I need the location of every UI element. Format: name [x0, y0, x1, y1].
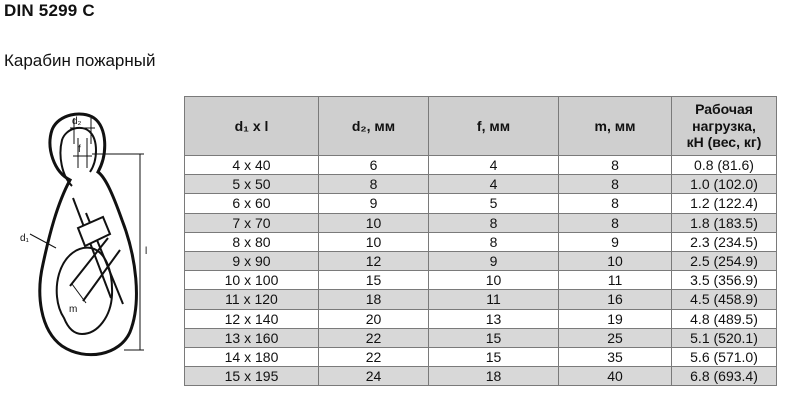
table-cell: 14 x 180 [185, 347, 319, 366]
header-d1-l: d₁ x l [185, 97, 319, 156]
header-f: f, мм [429, 97, 559, 156]
table-header-row [185, 97, 777, 156]
table-cell: 8 [429, 232, 559, 251]
table-row [185, 309, 777, 328]
table-cell: 8 [559, 213, 672, 232]
table-cell: 18 [429, 367, 559, 386]
table-cell: 24 [319, 367, 429, 386]
table-cell: 22 [319, 347, 429, 366]
carabiner-drawing [12, 110, 170, 366]
header-working-load-line-2: нагрузка, [692, 117, 756, 134]
document-title: DIN 5299 C [4, 1, 95, 20]
table-cell: 10 [319, 232, 429, 251]
table-cell: 18 [319, 290, 429, 309]
header-working-load-line-1: Рабочая [695, 100, 753, 117]
table-cell: 2.3 (234.5) [672, 232, 777, 251]
carabiner-outline [40, 114, 137, 355]
table-cell: 8 [559, 194, 672, 213]
document-subtitle: Карабин пожарный [4, 51, 156, 70]
table-row [185, 156, 777, 175]
header-m: m, мм [559, 97, 672, 156]
table-cell: 13 x 160 [185, 328, 319, 347]
table-cell: 22 [319, 328, 429, 347]
table-cell: 10 [429, 271, 559, 290]
table-cell: 6.8 (693.4) [672, 367, 777, 386]
table-cell: 0.8 (81.6) [672, 156, 777, 175]
table-row [185, 232, 777, 251]
table-cell: 9 [429, 251, 559, 270]
table-cell: 40 [559, 367, 672, 386]
table-cell: 5 x 50 [185, 175, 319, 194]
drawing-label-m: m [69, 304, 78, 315]
table-cell: 1.2 (122.4) [672, 194, 777, 213]
table-row [185, 251, 777, 270]
table-cell: 1.8 (183.5) [672, 213, 777, 232]
table-cell: 5.1 (520.1) [672, 328, 777, 347]
table-cell: 4.8 (489.5) [672, 309, 777, 328]
table-cell: 7 x 70 [185, 213, 319, 232]
header-d2: d₂, мм [319, 97, 429, 156]
table-cell: 11 [429, 290, 559, 309]
table-row [185, 367, 777, 386]
header-working-load-line-3: кН (вес, кг) [686, 134, 762, 151]
table-cell: 8 x 80 [185, 232, 319, 251]
table-cell: 15 [429, 347, 559, 366]
carabiner-spec-table [184, 96, 777, 386]
table-cell: 10 [559, 251, 672, 270]
table-cell: 20 [319, 309, 429, 328]
table-cell: 15 [429, 328, 559, 347]
table-cell: 9 [319, 194, 429, 213]
table-row [185, 271, 777, 290]
table-cell: 35 [559, 347, 672, 366]
table-cell: 11 x 120 [185, 290, 319, 309]
table-cell: 4 [429, 175, 559, 194]
table-cell: 8 [429, 213, 559, 232]
table-cell: 6 x 60 [185, 194, 319, 213]
table-cell: 16 [559, 290, 672, 309]
table-cell: 4 [429, 156, 559, 175]
table-cell: 8 [319, 175, 429, 194]
table-cell: 8 [559, 156, 672, 175]
drawing-label-f: f [78, 144, 81, 155]
table-cell: 15 [319, 271, 429, 290]
table-cell: 13 [429, 309, 559, 328]
drawing-label-d2: d₂ [72, 116, 82, 127]
table-cell: 11 [559, 271, 672, 290]
table-row [185, 328, 777, 347]
table-cell: 12 x 140 [185, 309, 319, 328]
table-cell: 8 [559, 175, 672, 194]
table-cell: 4.5 (458.9) [672, 290, 777, 309]
table-cell: 5 [429, 194, 559, 213]
table-cell: 6 [319, 156, 429, 175]
table-cell: 19 [559, 309, 672, 328]
table-cell: 4 x 40 [185, 156, 319, 175]
table-cell: 12 [319, 251, 429, 270]
table-row [185, 194, 777, 213]
table-cell: 2.5 (254.9) [672, 251, 777, 270]
table-cell: 25 [559, 328, 672, 347]
table-cell: 10 [319, 213, 429, 232]
table-cell: 9 x 90 [185, 251, 319, 270]
table-cell: 10 x 100 [185, 271, 319, 290]
drawing-label-l: l [145, 246, 148, 257]
table-row [185, 347, 777, 366]
table-cell: 5.6 (571.0) [672, 347, 777, 366]
table-cell: 1.0 (102.0) [672, 175, 777, 194]
table-row [185, 213, 777, 232]
table-cell: 15 x 195 [185, 367, 319, 386]
table-row [185, 175, 777, 194]
table-cell: 9 [559, 232, 672, 251]
header-working-load [672, 97, 777, 156]
drawing-label-d1: d₁ [20, 233, 29, 244]
table-cell: 3.5 (356.9) [672, 271, 777, 290]
table-row [185, 290, 777, 309]
